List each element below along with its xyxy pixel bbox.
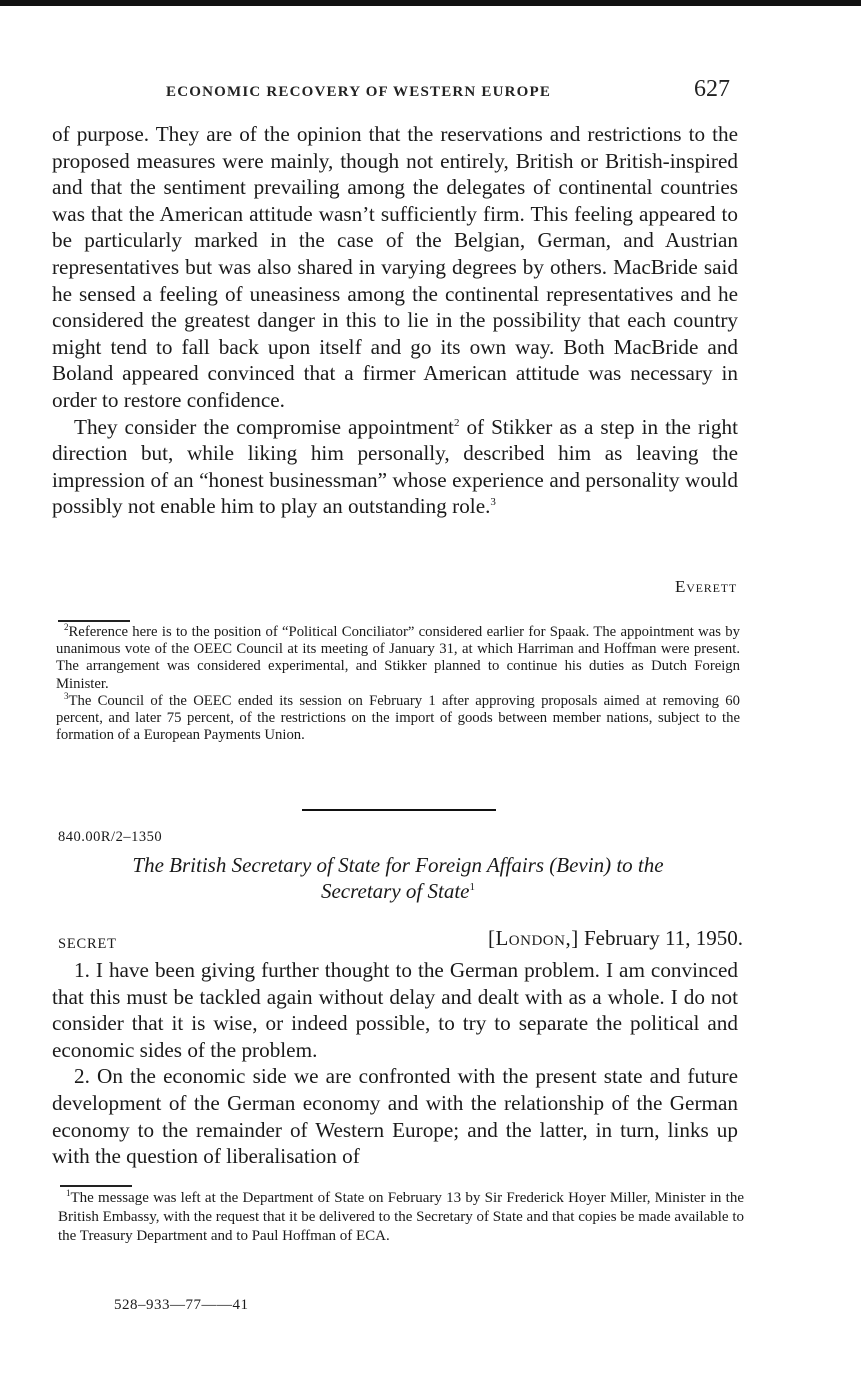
document-title-line-2-text: Secretary of State (320, 879, 470, 903)
footnote-3-marker: 3 (64, 690, 69, 701)
footnote-ref-1[interactable]: 1 (469, 881, 475, 893)
continuation-paragraph-2 (52, 414, 738, 520)
footnote-ref-3[interactable]: 3 (490, 496, 496, 509)
document-paragraph-1-text: 1. I have been giving further thought to the German problem. I am convinced that this must be tackled again without delay and dealt with as a whole. I do not consider that it is wise, or indeed possible, to try to separate the political and economic sides of the problem. (52, 958, 738, 1062)
document-title (52, 852, 744, 904)
dateline (488, 926, 743, 951)
footnote-3 (56, 690, 740, 745)
footnote-1 (58, 1189, 744, 1246)
footnote-1-marker: 1 (66, 1188, 71, 1198)
footnote-2 (56, 624, 740, 693)
dateline-place: [London,] (487, 926, 579, 950)
running-head: ECONOMIC RECOVERY OF WESTERN EUROPE (166, 84, 552, 100)
page-number: 627 (694, 76, 730, 102)
continuation-paragraph-2-text-a: They consider the compromise appointment (74, 414, 454, 439)
page-top-edge (0, 0, 861, 6)
footnotes-block-1 (56, 624, 740, 744)
footnote-ref-2[interactable]: 2 (453, 416, 460, 429)
printer-code: 528–933—77——41 (114, 1297, 249, 1313)
file-number: 840.00R/2–1350 (58, 829, 163, 845)
document-title-line-1: The British Secretary of State for Foreign Affairs (Bevin) to the (132, 853, 664, 877)
footnotes-block-2 (58, 1189, 744, 1246)
footnote-1-text: The message was left at the Department of State on February 13 by Sir Frederick Hoyer Miller, Minister in the British Embassy, with the request that it be delivered to the Secretary of State and that copies be made available to the Treasury Department and to Paul Hoffman of ECA. (58, 1190, 744, 1244)
continuation-paragraph-1-text: of purpose. They are of the opinion that the reservations and restrictions to the proposed measures were mainly, though not entirely, British or British-inspired and that the sentiment prevailing among the delegates of continental countries was that the American attitude wasn’t sufficiently firm. This feeling appeared to be particularly marked in the case of the Belgian, German, and Austrian representatives but was also shared in varying degrees by others. MacBride said he sensed a feeling of uneasiness among the continental representatives and he considered the greatest danger in this to lie in the possibility that each country might tend to fall back upon itself and go its own way. Both MacBride and Boland appeared convinced that a firmer American attitude was necessary in order to restore confidence. (52, 122, 738, 412)
dateline-date: February 11, 1950. (578, 926, 743, 950)
document-body (52, 957, 738, 1170)
document-title-line-2 (52, 878, 744, 904)
document-paragraph-2-text: 2. On the economic side we are confronted with the present state and future development of the German economy and with the relationship of the German economy to the remainder of Western Europe; and the latter, in turn, links up with the question of liberalisation of (52, 1064, 738, 1169)
document-paragraph-2 (52, 1063, 738, 1169)
continuation-section (52, 121, 738, 520)
classification-label: SECRET (58, 936, 117, 952)
footnote-2-marker: 2 (64, 622, 69, 633)
signature-everett: Everett (675, 577, 737, 596)
section-divider (302, 809, 496, 811)
footnote-2-text: Reference here is to the position of “Political Conciliator” considered earlier for Spaak. The appointment was by unanimous vote of the OEEC Council at its meeting of January 31, at which Harriman and Hoffman were present. The arrangement was considered experimental, and Stikker planned to continue his duties as Dutch Foreign Minister. (56, 624, 740, 692)
footnote-rule-2 (60, 1185, 132, 1187)
footnote-3-text: The Council of the OEEC ended its session on February 1 after approving proposals aimed at removing 60 percent, and later 75 percent, of the restrictions on the import of goods between member nations, subject to the formation of a European Payments Union. (56, 692, 740, 744)
continuation-paragraph-2-text-b: of Stikker as a step in the right direction but, while liking him personally, described him as leaving the impression of an “honest businessman” whose experience and personality would possibly not enable him to play an outstanding role. (52, 414, 739, 519)
document-paragraph-1 (52, 957, 738, 1063)
continuation-paragraph-1 (52, 121, 738, 414)
